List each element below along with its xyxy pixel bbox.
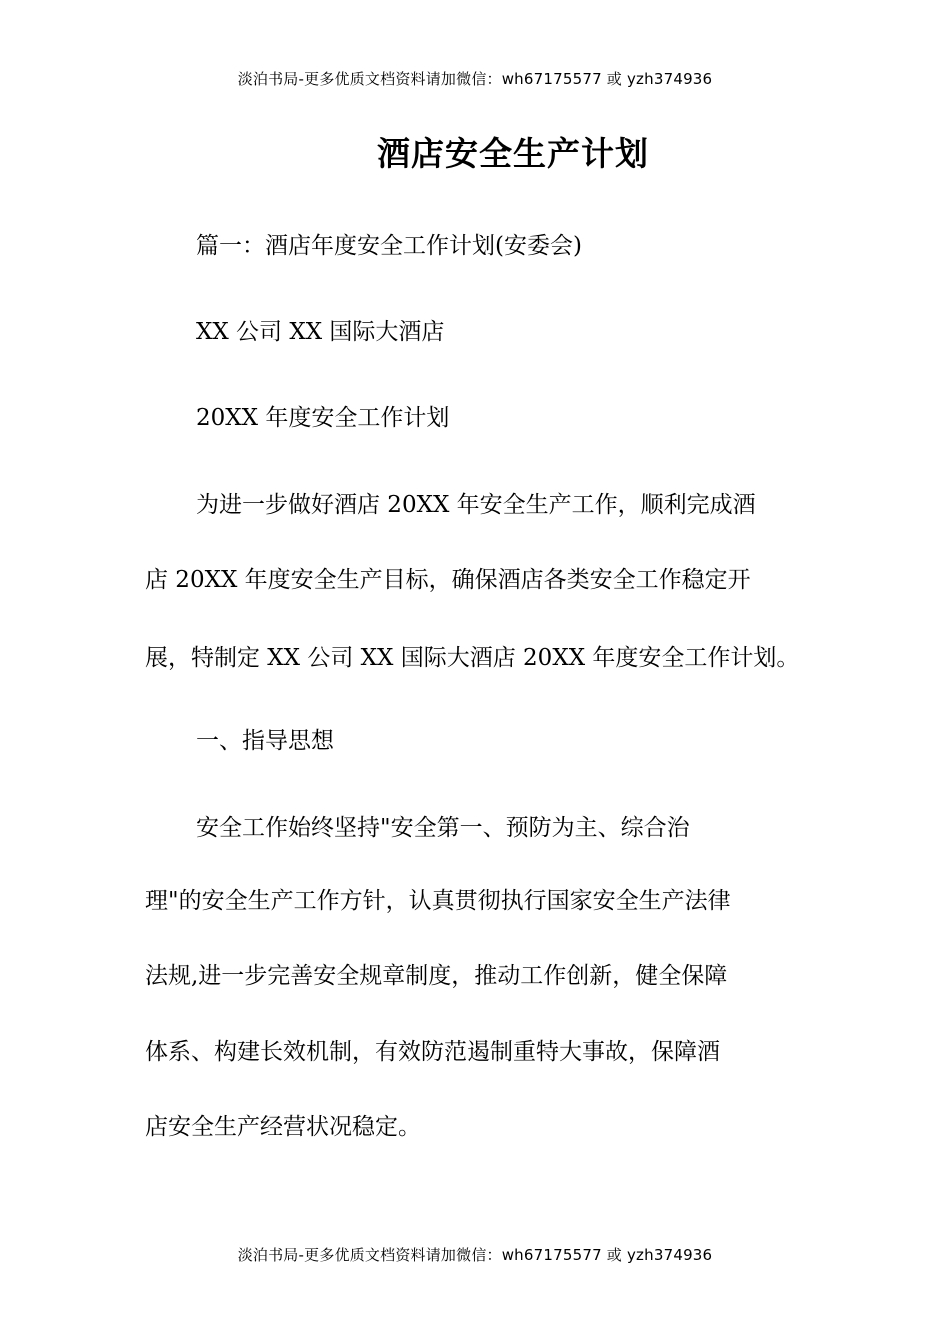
paragraph-line: 法规,进一步完善安全规章制度，推动工作创新，健全保障 — [145, 963, 728, 989]
paragraph-line: 展，特制定 XX 公司 XX 国际大酒店 20XX 年度安全工作计划。 — [145, 645, 800, 671]
paragraph-line: 体系、构建长效机制，有效防范遏制重特大事故，保障酒 — [145, 1039, 720, 1065]
paragraph-line: 理"的安全生产工作方针，认真贯彻执行国家安全生产法律 — [145, 888, 731, 914]
paragraph-line: 店安全生产经营状况稳定。 — [145, 1114, 421, 1140]
section-heading: 篇一：酒店年度安全工作计划(安委会) — [196, 233, 582, 259]
footer-watermark: 淡泊书局-更多优质文档资料请加微信：wh67175577 或 yzh374936 — [237, 1246, 713, 1264]
document-title: 酒店安全生产计划 — [377, 134, 649, 173]
company-name: XX 公司 XX 国际大酒店 — [196, 319, 445, 345]
section-heading: 一、指导思想 — [196, 728, 334, 754]
header-watermark: 淡泊书局-更多优质文档资料请加微信：wh67175577 或 yzh374936 — [237, 70, 713, 88]
paragraph-line: 为进一步做好酒店 20XX 年安全生产工作，顺利完成酒 — [196, 492, 756, 518]
paragraph-line: 安全工作始终坚持"安全第一、预防为主、综合治 — [196, 815, 690, 841]
paragraph-line: 店 20XX 年度安全生产目标，确保酒店各类安全工作稳定开 — [145, 567, 751, 593]
plan-subtitle: 20XX 年度安全工作计划 — [196, 405, 450, 431]
